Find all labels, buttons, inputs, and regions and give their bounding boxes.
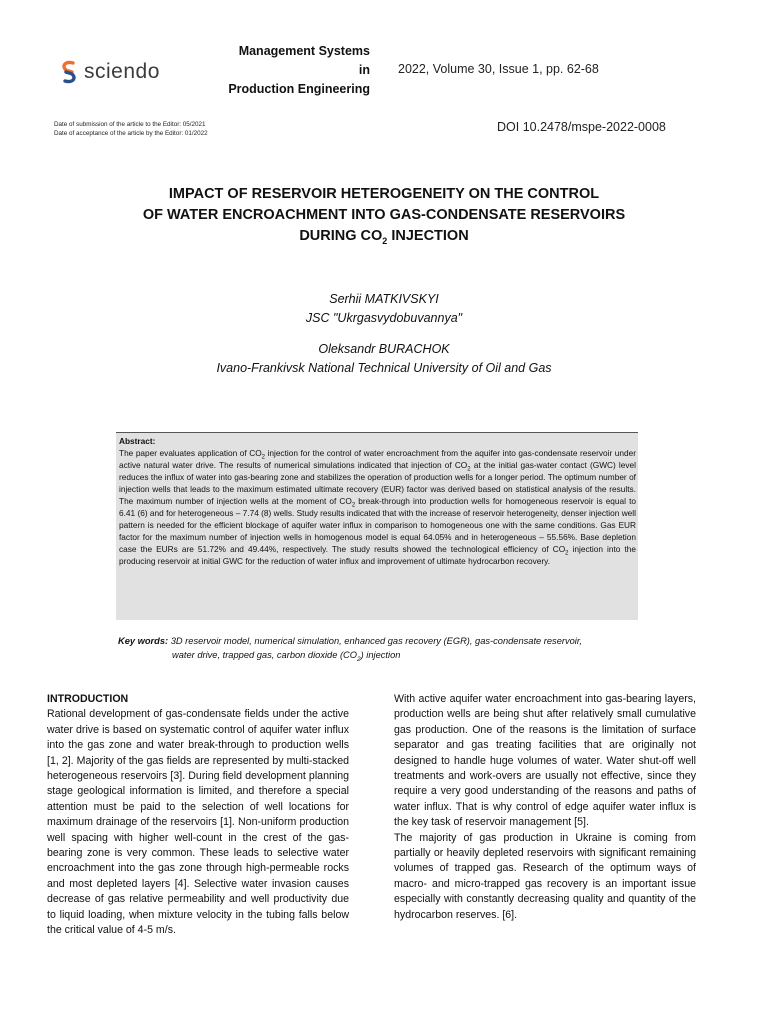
keywords-label: Key words: bbox=[118, 636, 169, 646]
affiliation-1: JSC "Ukrgasvydobuvannya" bbox=[305, 311, 463, 325]
journal-line-1: Management Systems bbox=[238, 44, 370, 58]
paper-title bbox=[0, 184, 768, 252]
doi[interactable]: DOI 10.2478/mspe-2022-0008 bbox=[497, 120, 666, 134]
submission-date: Date of submission of the article to the Editor: 05/2021 bbox=[54, 121, 206, 128]
abstract-text: The paper evaluates application of $CO_2$ injection for the control of water encroachment from the aquifer into gas-condensate reservoir under active natural water drive. The results of numerical simulations indicated that injection of $CO_2$ at the initial gas-water contact (GWC) level reduces the influx of water into gas-bearing zone and stabilizes the operation of production wells for a longer period. The optimum number of injection wells that leads to the maximum estimated ultimate recovery (EUR) factor was derived based on statistical analysis of the results. The maximum number of injection wells at the moment of $CO_2$ break-through into production wells for homogeneous reservoir is equal to 6.41 (6) and for heterogeneous – 7.74 (8) wells. Study results indicated that with the increase of reservoir heterogeneity, denser injection well pattern is needed for the efficient blockage of aquifer water influx in comparison to homogeneous one with the same conditions. Gas EUR factor for the maximum number of injection wells in homogenous model is equal 64.05% and in heterogeneous – 55.56%. Base depletion case the EURs are 51.72% and 49.44%, respectively. The study results showed the technological efficiency of $CO_2$ injection into the producing reservoir at initial GWC for the reduction of water influx and improvement of ultimate hydrocarbon recovery. bbox=[119, 448, 636, 566]
section-heading-introduction: INTRODUCTION bbox=[47, 693, 129, 705]
paragraph: With active aquifer water encroachment into gas-bearing layers, production wells are being shut after relatively small cumulative gas production. One of the reasons is the limitation of surface separator and gas treating facilities that are originally not designed to handle huge volumes of water. Water shut-off well treatments and work-overs are usually not effective, since they require a very good understanding of the reasons and paths of water influx. That is why control of edge aquifer water influx is the key task of reservoir management [5]. bbox=[394, 693, 696, 829]
paragraph: Rational development of gas-condensate fields under the active water drive is based on systematic control of aquifer water influx into the gas zone and water break-through to production wells [1, 2]. Majority of the gas fields are represented by multi-stacked heterogeneous reservoirs [3]. During field development planning stage geological information is limited, and therefore a special attention must be paid to the selection of well locations for maximum drainage of the reservoirs [1]. Non-uniform production well spacing with higher well-count in the crest of the gas-bearing zone is very common. These leads to selective water encroachment into the gas zone through high-permeable rocks and most depleted layers [4]. Selective water invasion causes decrease of gas relative permeability and well productivity due to liquid loading, when mixture velocity in the tubing falls below the critical value of 4-5 m/s. bbox=[47, 708, 349, 937]
abstract-box bbox=[116, 432, 638, 620]
abstract-heading: Abstract: bbox=[119, 436, 156, 446]
journal-line-2: in bbox=[358, 63, 370, 77]
author-2: Oleksandr BURACHOK bbox=[318, 342, 450, 356]
affiliation-2: Ivano-Frankivsk National Technical University of Oil and Gas bbox=[216, 361, 552, 375]
article-dates bbox=[54, 120, 208, 138]
right-column bbox=[394, 692, 696, 923]
brand-name: sciendo bbox=[84, 60, 160, 83]
authors-block bbox=[0, 290, 768, 378]
keywords bbox=[118, 634, 648, 662]
left-column bbox=[47, 692, 349, 939]
sciendo-logo-icon bbox=[60, 60, 78, 84]
journal-name bbox=[200, 42, 370, 99]
paragraph: The majority of gas production in Ukraine is coming from partially or heavily depleted reservoirs with significant remaining volumes of trapped gas. Research of the optimum ways of macro- and micro-trapped gas recovery is an important issue especially with constantly decreasing quality and quantity of the hydrocarbon reserves. [6]. bbox=[394, 831, 696, 921]
title-line-3: DURING $CO_2$ INJECTION bbox=[299, 228, 469, 246]
author-1: Serhii MATKIVSKYI bbox=[329, 292, 439, 306]
keywords-line-2: water drive, trapped gas, carbon dioxide $(CO_2)$ injection bbox=[172, 650, 401, 663]
journal-line-3: Production Engineering bbox=[228, 82, 370, 96]
keywords-line-1: Key words: 3D reservoir model, numerical simulation, enhanced gas recovery (EGR), gas-condensate reservoir, bbox=[118, 636, 583, 646]
title-line-1: IMPACT OF RESERVOIR HETEROGENEITY ON THE CONTROL bbox=[168, 186, 600, 202]
acceptance-date: Date of acceptance of the article by the Editor: 01/2022 bbox=[54, 130, 208, 137]
sciendo-logo bbox=[60, 60, 160, 84]
title-line-2: OF WATER ENCROACHMENT INTO GAS-CONDENSATE RESERVOIRS bbox=[142, 207, 626, 223]
issue-info: 2022, Volume 30, Issue 1, pp. 62-68 bbox=[398, 62, 599, 76]
